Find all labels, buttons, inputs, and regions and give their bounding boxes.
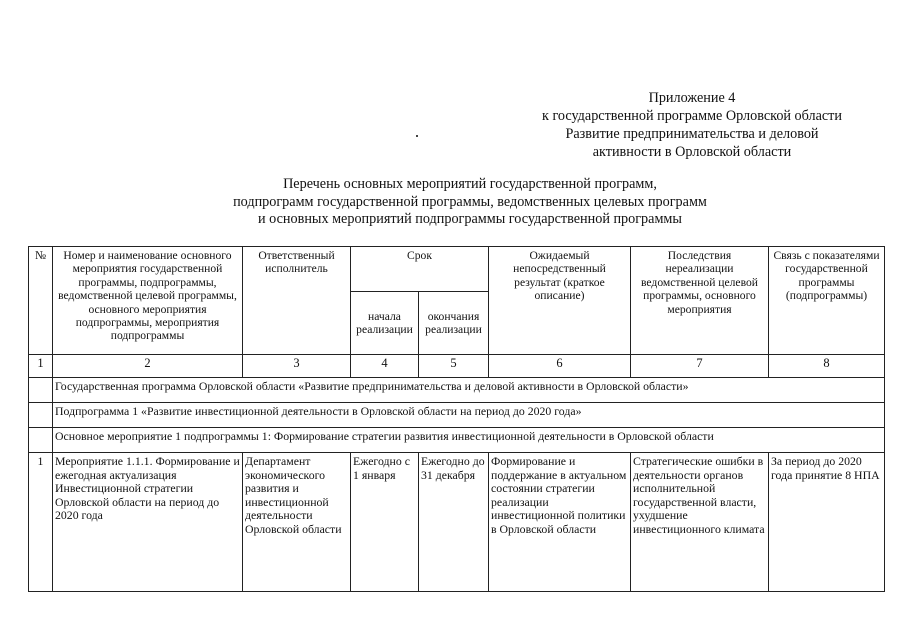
column-number: 5 [419, 355, 489, 378]
column-number: 1 [29, 355, 53, 378]
main-measure-row: Основное мероприятие 1 подпрограммы 1: Формирование стратегии развития инвестиционной деятельности в Орловской области [53, 428, 885, 453]
header-name: Номер и наименование основного мероприятия государственной программы, подпрограммы, ведомственной целевой программы, основного мероприятия подпрограммы, мероприятия подпрограммы [53, 247, 243, 355]
column-number: 8 [769, 355, 885, 378]
subprogram-row: Подпрограмма 1 «Развитие инвестиционной деятельности в Орловской области на период до 2020 года» [53, 403, 885, 428]
appendix-line: к государственной программе Орловской области [542, 108, 842, 124]
row-end: Ежегодно до 31 декабря [419, 453, 489, 592]
appendix-line: активности в Орловской области [592, 144, 792, 160]
measures-table [28, 246, 885, 592]
program-row: Государственная программа Орловской области «Развитие предпринимательства и деловой активности в Орловской области» [53, 378, 885, 403]
row-consequences: Стратегические ошибки в деятельности органов исполнительной государственной власти, ухудшение инвестиционного климата [631, 453, 769, 592]
header-term-start: начала реализации [351, 292, 419, 355]
header-link: Связь с показателями государственной программы (подпрограммы) [769, 247, 885, 355]
row-executor: Департамент экономического развития и инвестиционной деятельности Орловской области [243, 453, 351, 592]
document-title [200, 176, 740, 229]
empty-cell [29, 403, 53, 428]
column-number: 7 [631, 355, 769, 378]
appendix-block [527, 89, 857, 161]
column-number: 2 [53, 355, 243, 378]
header-term-end: окончания реализации [419, 292, 489, 355]
title-line: подпрограмм государственной программы, ведомственных целевых программ [233, 193, 707, 210]
column-number: 6 [489, 355, 631, 378]
empty-cell [29, 428, 53, 453]
row-link: За период до 2020 года принятие 8 НПА [769, 453, 885, 592]
header-consequences: Последствия нереализации ведомственной целевой программы, основного мероприятия [631, 247, 769, 355]
title-line: и основных мероприятий подпрограммы государственной программы [258, 211, 682, 227]
table-row [29, 453, 885, 592]
row-result: Формирование и поддержание в актуальном состоянии стратегии реализации инвестиционной политики в Орловской области [489, 453, 631, 592]
column-number: 3 [243, 355, 351, 378]
title-line: Перечень основных мероприятий государственной программ, [283, 176, 657, 192]
header-num: № [29, 247, 53, 355]
header-term: Срок [351, 247, 489, 292]
appendix-line: Приложение 4 [648, 90, 736, 106]
row-name: Мероприятие 1.1.1. Формирование и ежегодная актуализация Инвестиционной стратегии Орловской области на период до 2020 года [53, 453, 243, 592]
header-executor: Ответственный исполнитель [243, 247, 351, 355]
header-result: Ожидаемый непосредственный результат (краткое описание) [489, 247, 631, 355]
appendix-line: Развитие предпринимательства и деловой [565, 126, 819, 142]
row-start: Ежегодно с 1 января [351, 453, 419, 592]
empty-cell [29, 378, 53, 403]
scan-speck [416, 135, 418, 137]
column-number: 4 [351, 355, 419, 378]
row-num: 1 [29, 453, 53, 592]
